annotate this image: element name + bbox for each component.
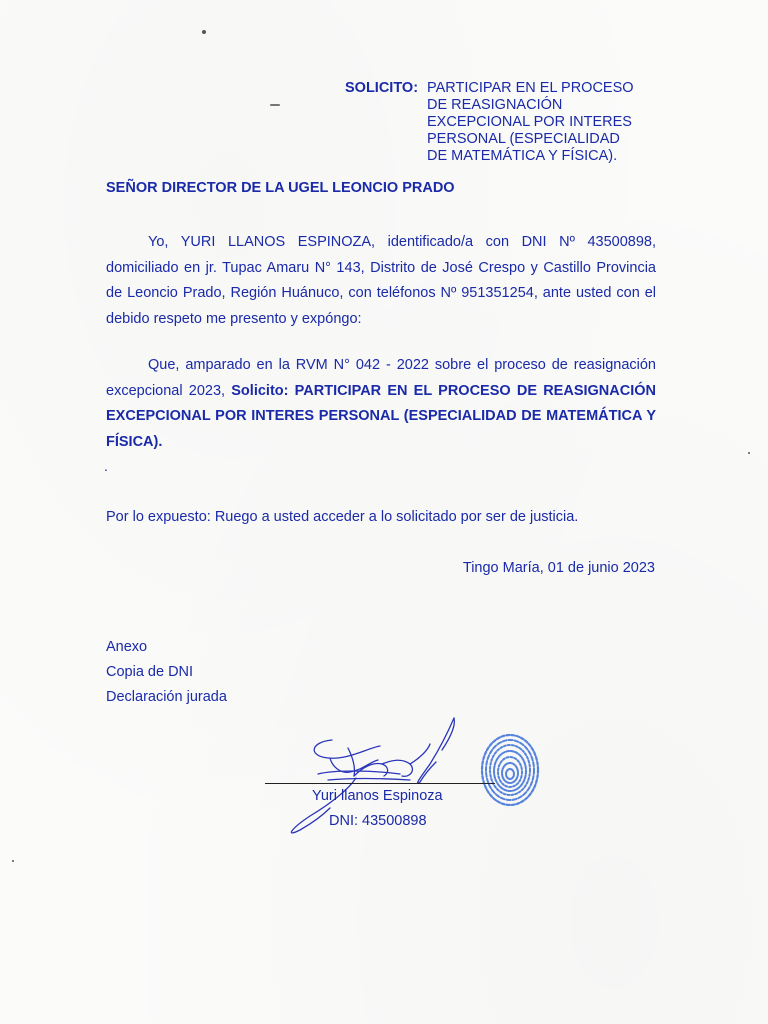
signature-line bbox=[265, 783, 495, 784]
scan-speck bbox=[202, 30, 206, 34]
scan-speck bbox=[748, 452, 750, 454]
request-context-text: Que, amparado en la RVM N° 042 - 2022 sobre el proceso de reasignación excepcional 2023, bbox=[106, 357, 656, 399]
addressee-heading: SEÑOR DIRECTOR DE LA UGEL LEONCIO PRADO bbox=[106, 180, 455, 196]
closing-sentence: Por lo expuesto: Ruego a usted acceder a lo solicitado por ser de justicia. bbox=[106, 509, 579, 525]
subject-line: DE REASIGNACIÓN bbox=[427, 97, 563, 113]
subject-line: DE MATEMÁTICA Y FÍSICA). bbox=[427, 148, 618, 164]
request-bold-text: PARTICIPAR EN EL PROCESO DE REASIGNACIÓN EXCEPCIONAL POR INTERES PERSONAL (ESPECIALIDAD DE MATEMÁTICA Y FÍSICA). bbox=[106, 382, 656, 450]
solicito-label: Solicito: bbox=[231, 382, 289, 399]
signatory-dni: DNI: 43500898 bbox=[329, 813, 427, 829]
scan-speck bbox=[12, 860, 14, 862]
signatory-name: Yuri llanos Espinoza bbox=[312, 788, 443, 804]
annex-block bbox=[106, 635, 227, 710]
subject-label: SOLICITO: bbox=[345, 80, 419, 96]
stray-mark: . bbox=[104, 458, 108, 474]
fingerprint-mark bbox=[478, 730, 542, 808]
annex-item: Declaración jurada bbox=[106, 689, 227, 705]
subject-text bbox=[427, 80, 667, 165]
place-date: Tingo María, 01 de junio 2023 bbox=[462, 560, 655, 576]
subject-line: PERSONAL (ESPECIALIDAD bbox=[427, 131, 620, 147]
introduction-text: Yo, YURI LLANOS ESPINOZA, identificado/a con DNI Nº 43500898, domiciliado en jr. Tupac Amaru N° 143, Distrito de José Crespo y Castillo Provincia de Leoncio Prado, Región Huánuco, con teléfonos Nº 951351254, ante usted con el debido respeto me presento y expóngo: bbox=[106, 234, 656, 327]
annex-item: Copia de DNI bbox=[106, 664, 194, 680]
subject-line: PARTICIPAR EN EL PROCESO bbox=[427, 80, 634, 96]
scan-speck bbox=[270, 104, 280, 106]
subject-line: EXCEPCIONAL POR INTERES bbox=[427, 114, 632, 130]
request-paragraph bbox=[106, 353, 656, 455]
introduction-paragraph bbox=[106, 230, 656, 332]
annex-title: Anexo bbox=[106, 639, 148, 655]
